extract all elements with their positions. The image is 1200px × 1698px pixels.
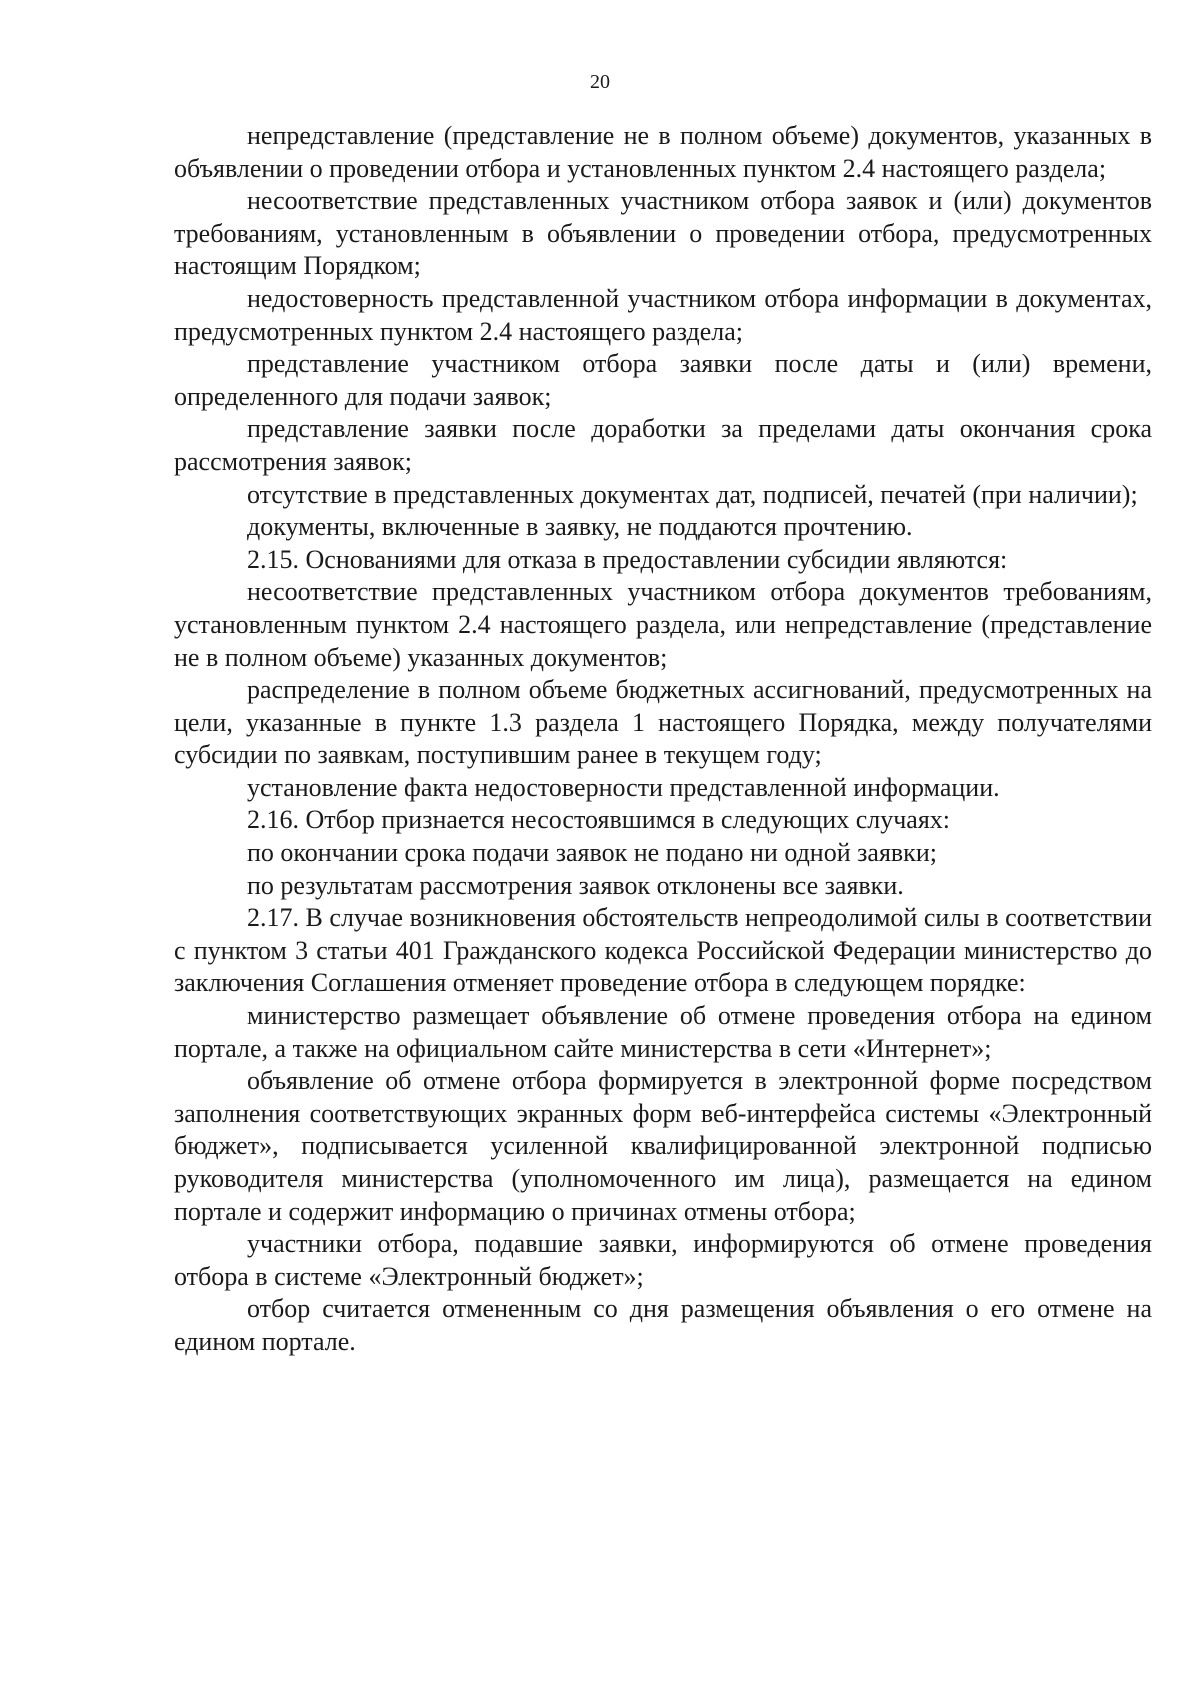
section-heading-2-15: 2.15. Основаниями для отказа в предоставлении субсидии являются: <box>247 544 1008 574</box>
paragraph: объявление об отмене отбора формируется в электронной форме посредством заполнения соответствующих экранных форм веб-интерфейса системы «Электронный бюджет», подписывается усиленной квалифицированной электронной подписью руководителя министерства (уполномоченного им лица), размещается на едином портале и содержит информацию о причинах отмены отбора; <box>174 1066 1152 1226</box>
paragraph: представление заявки после доработки за пределами даты окончания срока рассмотрения заявок; <box>174 414 1152 476</box>
section-heading-2-16: 2.16. Отбор признается несостоявшимся в следующих случаях: <box>247 805 951 835</box>
paragraph: установление факта недостоверности представленной информации. <box>247 772 1000 802</box>
section-heading-2-17: 2.17. В случае возникновения обстоятельств непреодолимой силы в соответствии с пунктом 3 статьи 401 Гражданского кодекса Российской Федерации министерство до заключения Соглашения отменяет проведение отбора в следующем порядке: <box>174 903 1152 998</box>
paragraph: несоответствие представленных участником отбора заявок и (или) документов требованиям, установленным в объявлении о проведении отбора, предусмотренных настоящим Порядком; <box>174 186 1152 281</box>
document-body <box>174 120 1152 1359</box>
paragraph: документы, включенные в заявку, не поддаются прочтению. <box>247 512 913 542</box>
paragraph: непредставление (представление не в полном объеме) документов, указанных в объявлении о проведении отбора и установленных пунктом 2.4 настоящего раздела; <box>174 121 1152 183</box>
paragraph: распределение в полном объеме бюджетных ассигнований, предусмотренных на цели, указанные в пункте 1.3 раздела 1 настоящего Порядка, между получателями субсидии по заявкам, поступившим ранее в текущем году; <box>174 675 1152 770</box>
paragraph: представление участником отбора заявки после даты и (или) времени, определенного для подачи заявок; <box>174 349 1152 411</box>
paragraph: отбор считается отмененным со дня размещения объявления о его отмене на едином портале. <box>174 1294 1152 1356</box>
paragraph: участники отбора, подавшие заявки, информируются об отмене проведения отбора в системе «Электронный бюджет»; <box>174 1229 1152 1291</box>
paragraph: несоответствие представленных участником отбора документов требованиям, установленным пунктом 2.4 настоящего раздела, или непредставление (представление не в полном объеме) указанных документов; <box>174 577 1152 672</box>
paragraph: отсутствие в представленных документах дат, подписей, печатей (при наличии); <box>247 479 1138 509</box>
paragraph: недостоверность представленной участником отбора информации в документах, предусмотренных пунктом 2.4 настоящего раздела; <box>174 283 1152 346</box>
paragraph: по результатам рассмотрения заявок отклонены все заявки. <box>247 870 904 900</box>
paragraph: министерство размещает объявление об отмене проведения отбора на едином портале, а также на официальном сайте министерства в сети «Интернет»; <box>174 1001 1152 1063</box>
page-number: 20 <box>590 71 610 93</box>
paragraph: по окончании срока подачи заявок не подано ни одной заявки; <box>247 838 937 868</box>
